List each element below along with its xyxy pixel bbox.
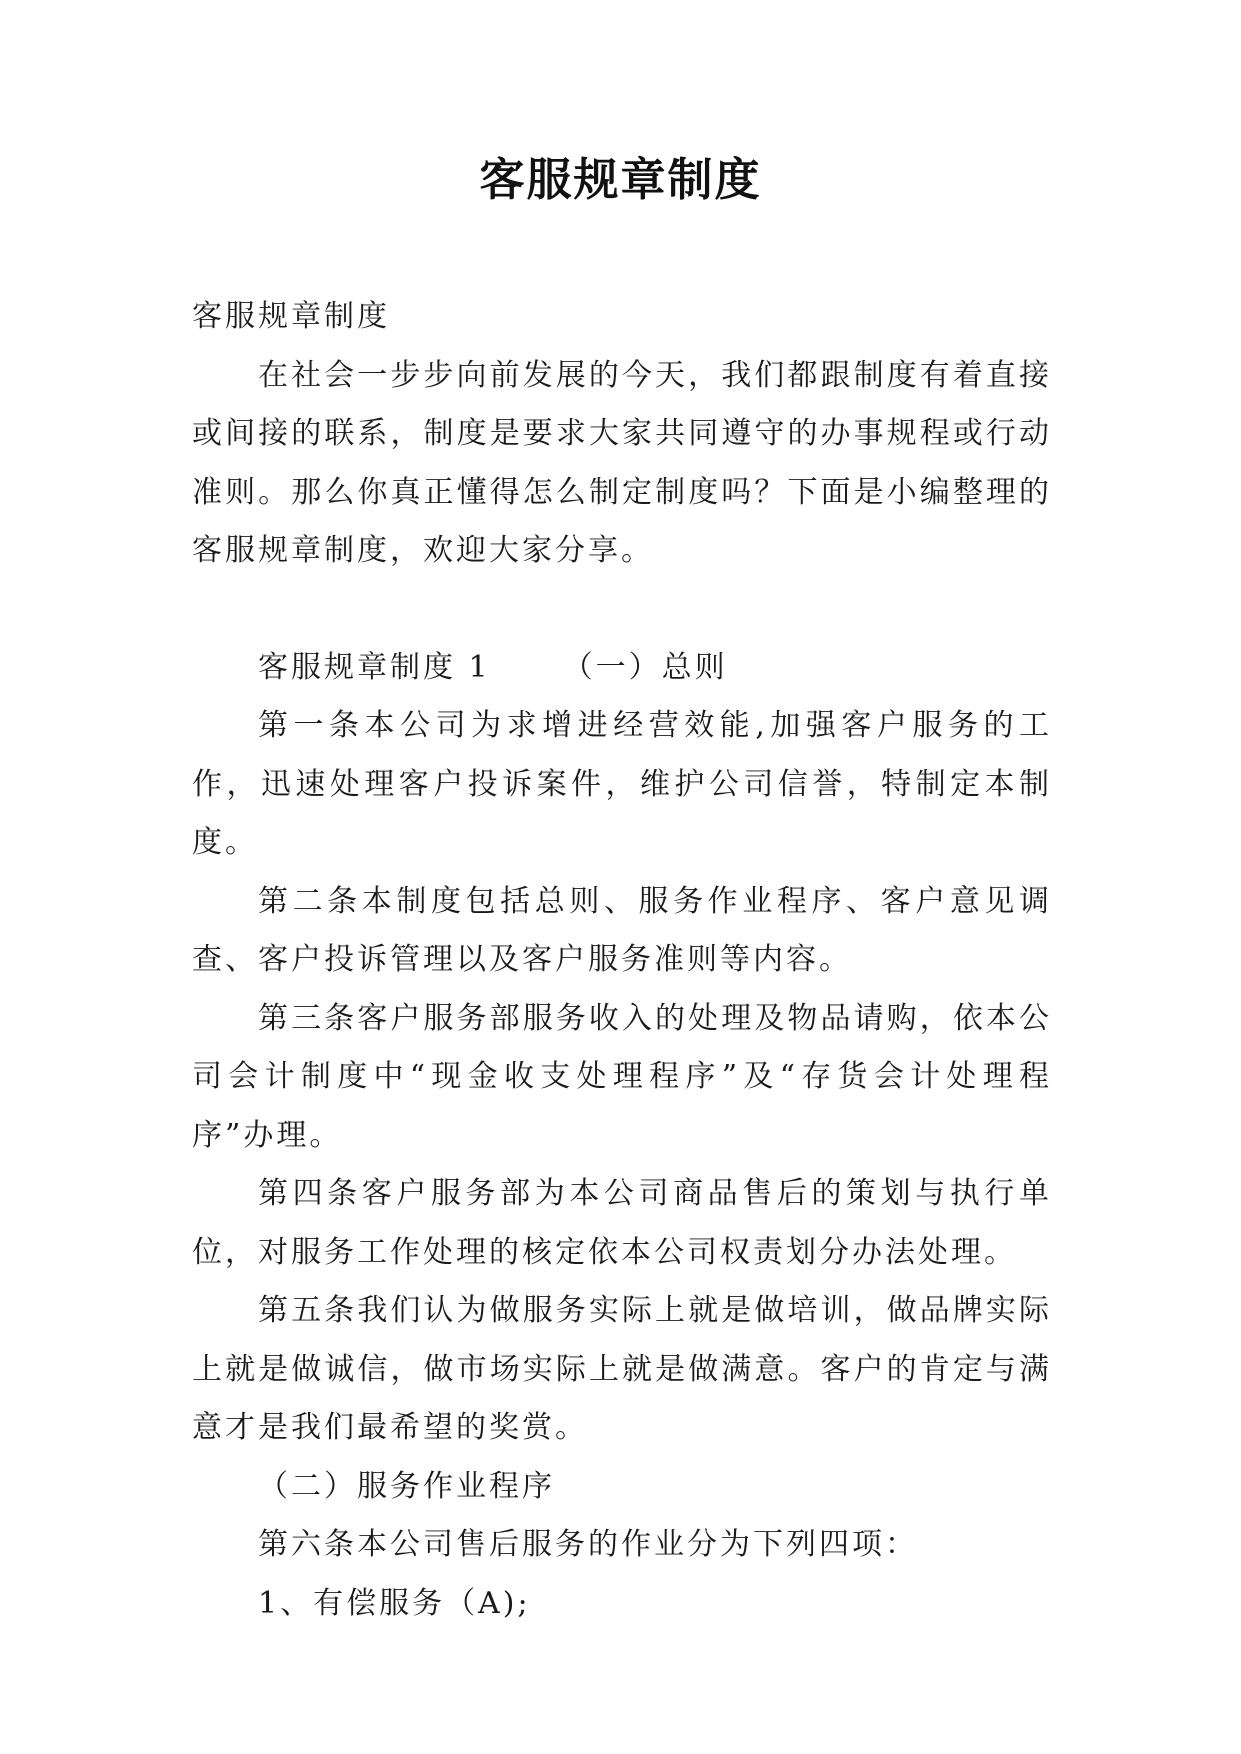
article-1: 第一条本公司为求增进经营效能,加强客户服务的工作，迅速处理客户投诉案件，维护公司信誉，特制定本制度。 xyxy=(192,708,1052,860)
section-heading-line xyxy=(192,639,1052,698)
section1-heading: 客服规章制度 1 xyxy=(258,649,491,685)
section1-part-heading: （一）总则 xyxy=(562,649,728,685)
list-item-1: 1、有偿服务（A); xyxy=(258,1585,531,1621)
document-body xyxy=(192,288,1052,1633)
spacer xyxy=(192,581,1052,639)
article-6: 第六条本公司售后服务的作业分为下列四项： xyxy=(258,1527,918,1562)
article-4: 第四条客户服务部为本公司商品售后的策划与执行单位，对服务工作处理的核定依本公司权责划分办法处理。 xyxy=(192,1176,1052,1270)
article-5: 第五条我们认为做服务实际上就是做培训，做品牌实际上就是做诚信，做市场实际上就是做满意。客户的肯定与满意才是我们最希望的奖赏。 xyxy=(192,1293,1052,1445)
article-2: 第二条本制度包括总则、服务作业程序、客户意见调查、客户投诉管理以及客户服务准则等内容。 xyxy=(192,883,1052,977)
article-3: 第三条客户服务部服务收入的处理及物品请购，依本公司会计制度中“现金收支处理程序”及“存货会计处理程序”办理。 xyxy=(192,1000,1052,1153)
document-title: 客服规章制度 xyxy=(479,153,762,206)
subtitle: 客服规章制度 xyxy=(192,299,390,334)
intro-paragraph: 在社会一步步向前发展的今天，我们都跟制度有着直接或间接的联系，制度是要求大家共同遵守的办事规程或行动准则。那么你真正懂得怎么制定制度吗？下面是小编整理的客服规章制度，欢迎大家分享。 xyxy=(192,357,1052,568)
part2-heading: （二）服务作业程序 xyxy=(258,1468,555,1504)
